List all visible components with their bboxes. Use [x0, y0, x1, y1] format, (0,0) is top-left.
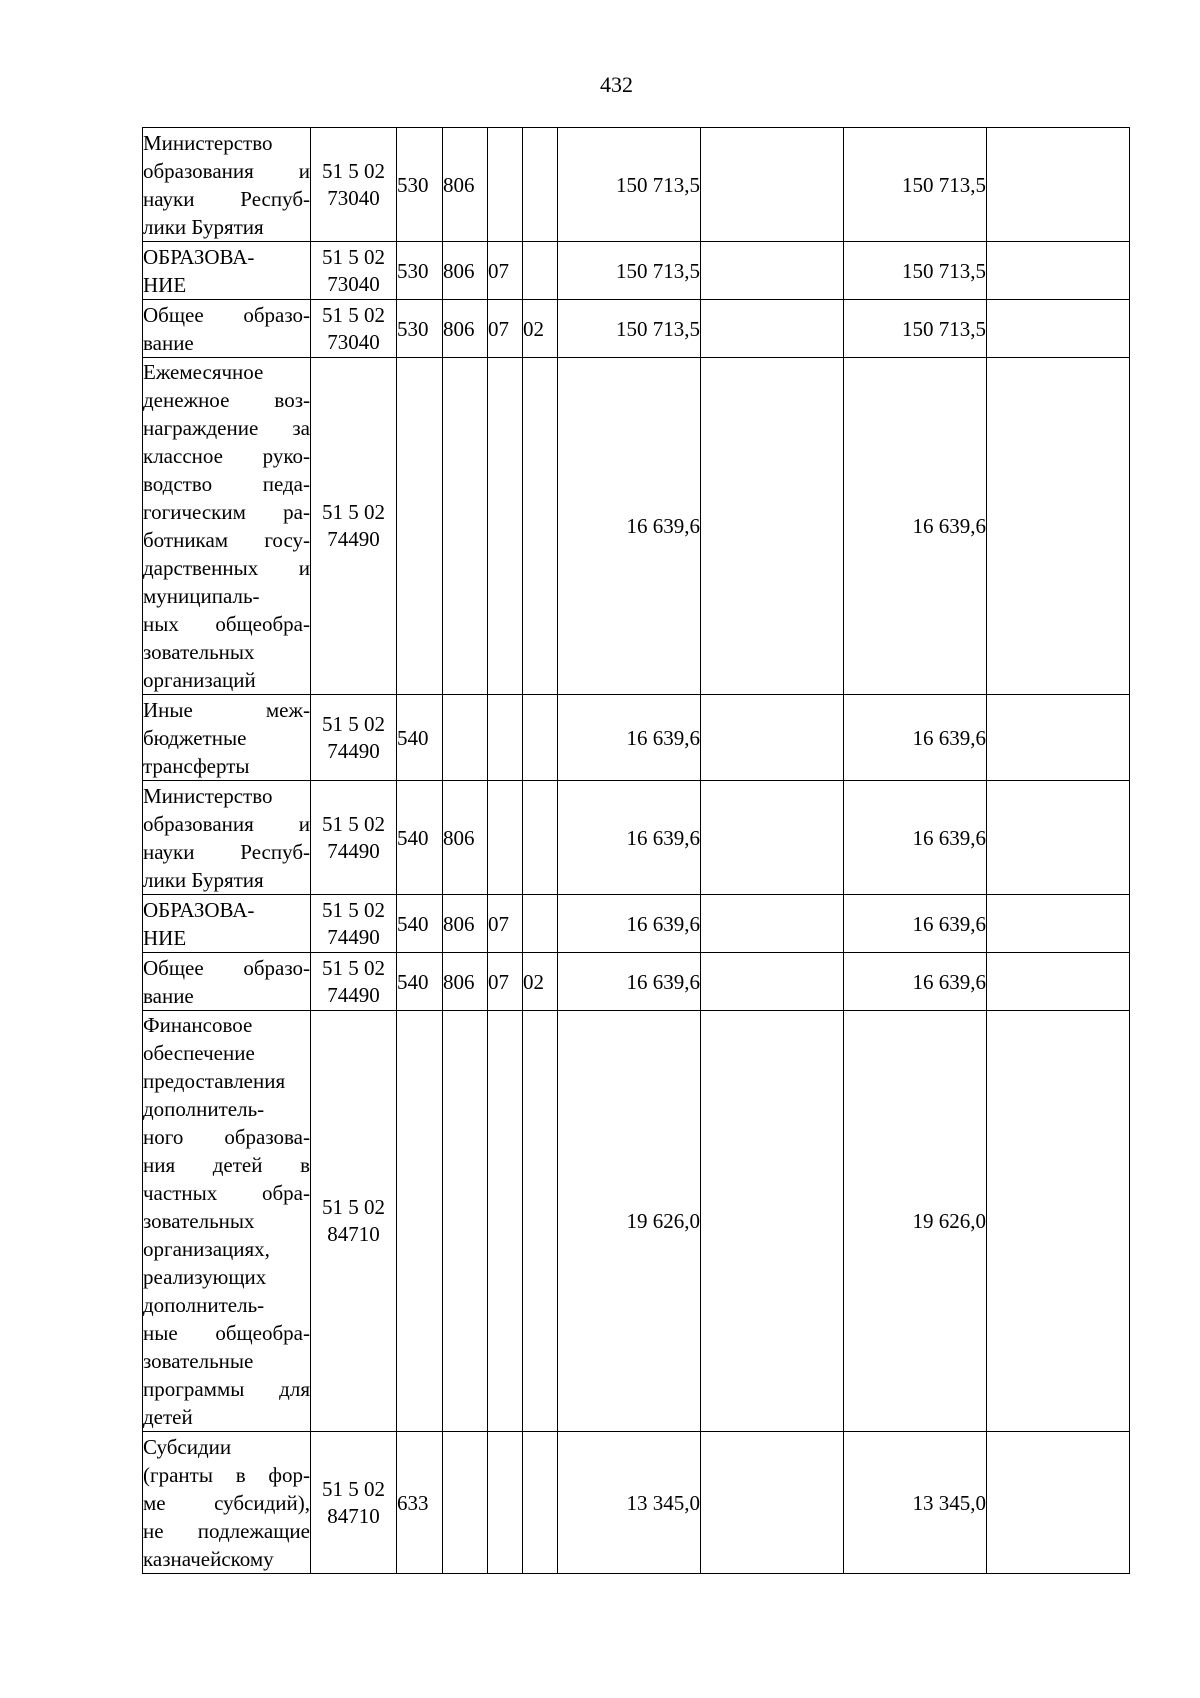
row-c3 [488, 1011, 523, 1432]
row-amount4 [987, 1011, 1130, 1432]
row-amount2 [701, 1432, 844, 1574]
table-row [143, 781, 1130, 895]
row-amount1: 13 345,0 [558, 1432, 701, 1574]
row-amount4 [987, 695, 1130, 781]
code-line1: 51 5 02 [322, 244, 385, 269]
table-row [143, 953, 1130, 1011]
row-code [311, 242, 397, 300]
row-c4 [523, 781, 558, 895]
row-amount4 [987, 953, 1130, 1011]
row-c4 [523, 242, 558, 300]
table-row [143, 1432, 1130, 1574]
row-amount2 [701, 695, 844, 781]
row-c2 [443, 1432, 488, 1574]
row-code [311, 1011, 397, 1432]
code-line2: 74490 [327, 924, 380, 949]
table-row [143, 1011, 1130, 1432]
row-code [311, 300, 397, 358]
code-line2: 73040 [327, 185, 380, 210]
row-name: Министерство образования и науки Респуб- лики Бурятия [143, 128, 311, 242]
row-c1: 530 [397, 128, 443, 242]
table-row [143, 695, 1130, 781]
row-amount2 [701, 781, 844, 895]
row-amount2 [701, 242, 844, 300]
row-c2 [443, 358, 488, 695]
row-amount1: 150 713,5 [558, 300, 701, 358]
row-c1: 540 [397, 953, 443, 1011]
row-amount2 [701, 1011, 844, 1432]
row-code [311, 695, 397, 781]
row-name: Министерство образования и науки Респуб- лики Бурятия [143, 781, 311, 895]
row-amount1: 19 626,0 [558, 1011, 701, 1432]
table-row [143, 358, 1130, 695]
row-c3 [488, 128, 523, 242]
row-amount2 [701, 953, 844, 1011]
row-name: Ежемесячное денежное воз- награждение за классное руко- водство педа- гогическим ра- ботникам госу- дарственных и муниципаль- ных общеобра- зовательных организаций [143, 358, 311, 695]
row-amount1: 16 639,6 [558, 695, 701, 781]
row-c2: 806 [443, 953, 488, 1011]
row-c3: 07 [488, 300, 523, 358]
row-c2: 806 [443, 300, 488, 358]
code-line1: 51 5 02 [322, 955, 385, 980]
code-line2: 74490 [327, 527, 380, 551]
row-c2 [443, 1011, 488, 1432]
row-name: ОБРАЗОВА- НИЕ [143, 895, 311, 953]
code-line1: 51 5 02 [322, 897, 385, 922]
row-amount3: 16 639,6 [844, 695, 987, 781]
row-amount1: 150 713,5 [558, 242, 701, 300]
code-line2: 84710 [327, 1503, 380, 1528]
code-line2: 73040 [327, 271, 380, 296]
row-code [311, 895, 397, 953]
row-amount4 [987, 895, 1130, 953]
row-c3 [488, 695, 523, 781]
code-line1: 51 5 02 [322, 811, 385, 836]
row-c1: 530 [397, 242, 443, 300]
row-c4 [523, 895, 558, 953]
row-name: Финансовое обеспечение предоставления дополнитель- ного образова- ния детей в частных обра- зовательных организациях, реализующих дополнитель- ные общеобра- зовательные программы для детей [143, 1011, 311, 1432]
row-amount3: 16 639,6 [844, 953, 987, 1011]
table-body [143, 128, 1130, 1574]
row-amount3: 13 345,0 [844, 1432, 987, 1574]
row-amount3: 150 713,5 [844, 128, 987, 242]
row-c4 [523, 1432, 558, 1574]
row-amount3: 16 639,6 [844, 895, 987, 953]
code-line2: 74490 [327, 738, 380, 763]
code-line1: 51 5 02 [322, 158, 385, 183]
row-c4 [523, 128, 558, 242]
row-amount4 [987, 128, 1130, 242]
row-c3 [488, 358, 523, 695]
row-c3: 07 [488, 953, 523, 1011]
row-amount2 [701, 895, 844, 953]
row-amount1: 16 639,6 [558, 358, 701, 695]
row-amount3: 16 639,6 [844, 358, 987, 695]
table-row [143, 300, 1130, 358]
row-c4: 02 [523, 953, 558, 1011]
code-line1: 51 5 02 [322, 711, 385, 736]
row-amount4 [987, 358, 1130, 695]
table-row [143, 895, 1130, 953]
row-c2: 806 [443, 242, 488, 300]
row-c2 [443, 695, 488, 781]
row-c1: 530 [397, 300, 443, 358]
row-amount4 [987, 300, 1130, 358]
code-line1: 51 5 02 [322, 302, 385, 327]
row-name: Общее образо- вание [143, 300, 311, 358]
row-c3: 07 [488, 242, 523, 300]
code-line2: 74490 [327, 838, 380, 863]
row-c2: 806 [443, 895, 488, 953]
row-name: Субсидии (гранты в фор- ме субсидий), не подлежащие казначейскому [143, 1432, 311, 1574]
row-c4 [523, 1011, 558, 1432]
row-c3 [488, 1432, 523, 1574]
row-amount1: 16 639,6 [558, 895, 701, 953]
code-line2: 84710 [327, 1222, 380, 1246]
row-c4: 02 [523, 300, 558, 358]
row-code [311, 953, 397, 1011]
row-amount2 [701, 358, 844, 695]
row-amount1: 16 639,6 [558, 953, 701, 1011]
table-row [143, 242, 1130, 300]
row-c4 [523, 695, 558, 781]
table-row [143, 128, 1130, 242]
row-c4 [523, 358, 558, 695]
row-name: Иные меж- бюджетные трансферты [143, 695, 311, 781]
row-amount4 [987, 242, 1130, 300]
row-amount1: 150 713,5 [558, 128, 701, 242]
row-name: Общее образо- вание [143, 953, 311, 1011]
code-line1: 51 5 02 [322, 1195, 385, 1219]
row-c1 [397, 1011, 443, 1432]
row-c3 [488, 781, 523, 895]
code-line2: 74490 [327, 982, 380, 1007]
row-code [311, 128, 397, 242]
row-code [311, 1432, 397, 1574]
row-amount2 [701, 128, 844, 242]
row-c1: 540 [397, 895, 443, 953]
budget-table [142, 127, 1130, 1574]
row-c1 [397, 358, 443, 695]
row-amount2 [701, 300, 844, 358]
row-code [311, 358, 397, 695]
row-amount3: 16 639,6 [844, 781, 987, 895]
row-amount4 [987, 781, 1130, 895]
code-line2: 73040 [327, 329, 380, 354]
row-c2: 806 [443, 128, 488, 242]
row-amount3: 150 713,5 [844, 300, 987, 358]
row-amount3: 19 626,0 [844, 1011, 987, 1432]
row-amount3: 150 713,5 [844, 242, 987, 300]
row-c1: 540 [397, 781, 443, 895]
row-c2: 806 [443, 781, 488, 895]
code-line1: 51 5 02 [322, 500, 385, 524]
row-amount1: 16 639,6 [558, 781, 701, 895]
row-c1: 633 [397, 1432, 443, 1574]
row-name: ОБРАЗОВА- НИЕ [143, 242, 311, 300]
code-line1: 51 5 02 [322, 1476, 385, 1501]
row-c1: 540 [397, 695, 443, 781]
row-amount4 [987, 1432, 1130, 1574]
row-code [311, 781, 397, 895]
page-number: 432 [600, 72, 633, 97]
row-c3: 07 [488, 895, 523, 953]
